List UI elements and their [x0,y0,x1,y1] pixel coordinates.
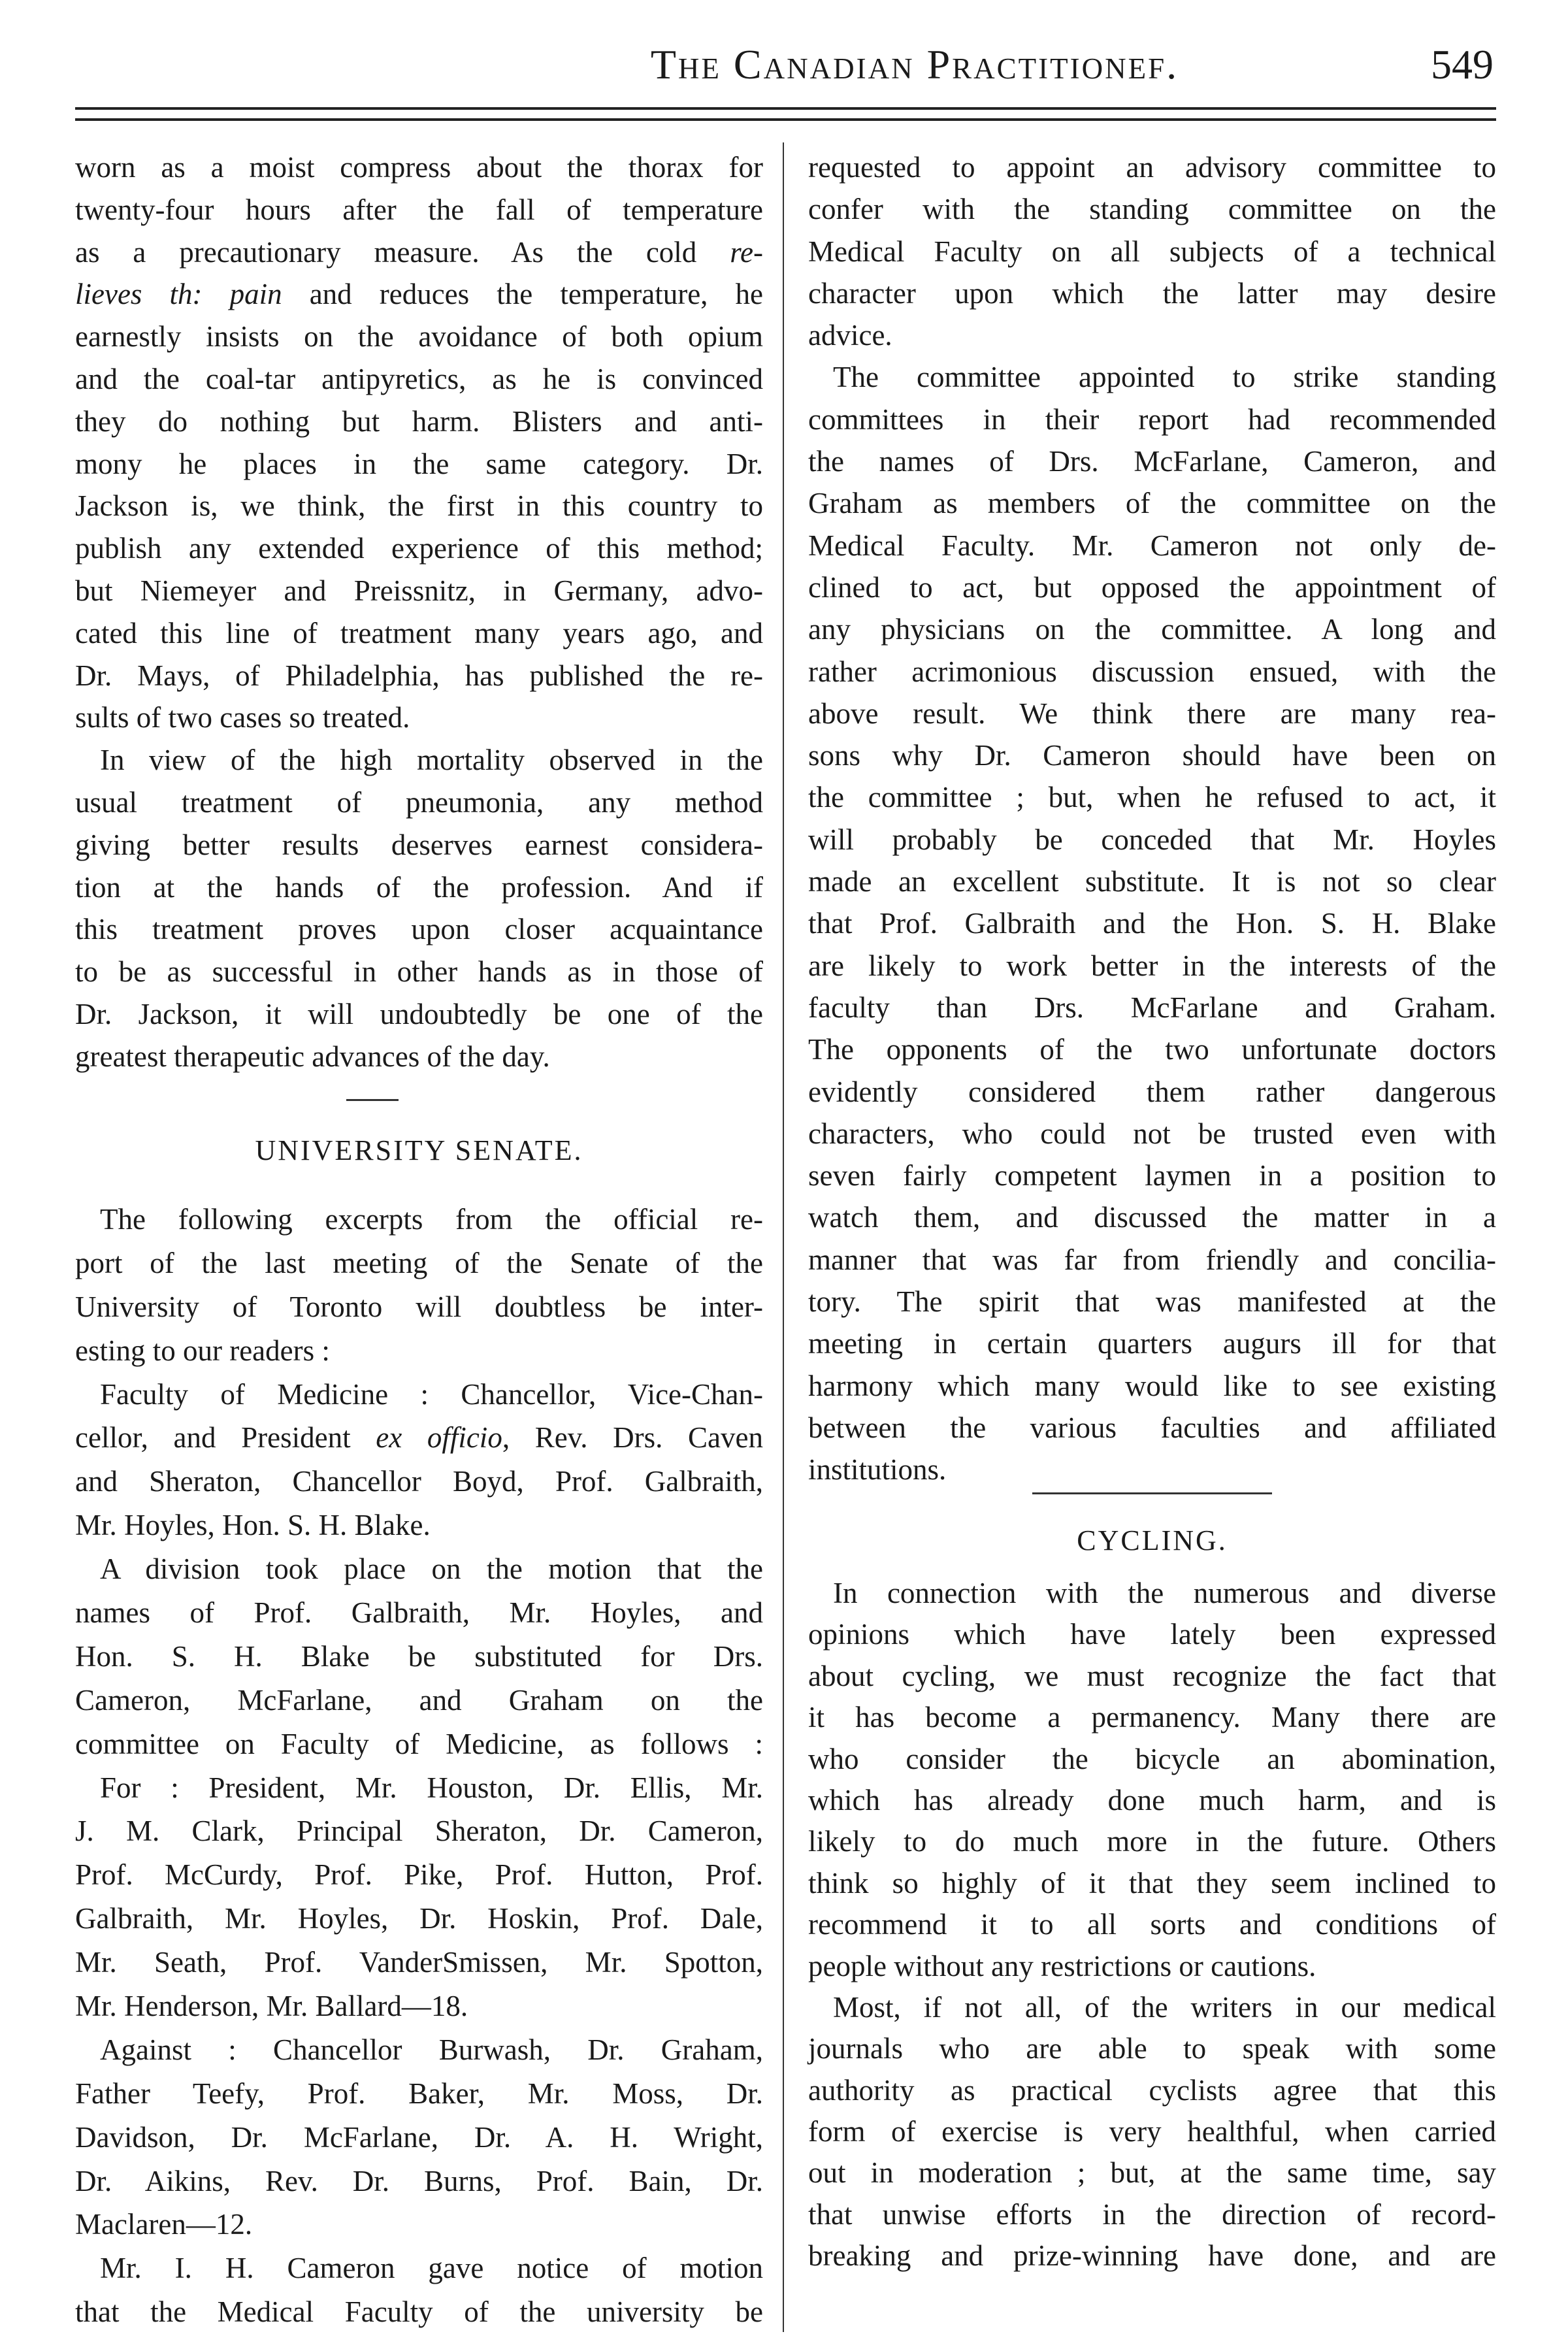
text-line: publish any extended experience of this method; [75,532,763,565]
column-divider [783,142,784,2332]
text-line: The committee appointed to strike standing [833,361,1496,394]
text-line: authority as practical cyclists agree that this [808,2073,1496,2107]
text-line: they do nothing but harm. Blisters and anti- [75,404,763,438]
text-line: breaking and prize-winning have done, and are [808,2239,1496,2273]
text-line: Jackson is, we think, the first in this country to [75,489,763,523]
text-line: committee on Faculty of Medicine, as follows : [75,1727,763,1760]
text-line: to be as successful in other hands as in those of [75,955,763,989]
text-line: giving better results deserves earnest considera- [75,828,763,861]
text-line: usual treatment of pneumonia, any method [75,785,763,819]
text-line: watch them, and discussed the matter in a [808,1201,1496,1234]
text-line [75,231,763,274]
header-rule-upper [75,107,1496,110]
text-line: advice. [808,319,892,352]
text-line: Dr. Jackson, it will undoubtedly be one of the [75,997,763,1030]
text-line: University of Toronto will doubtless be inter- [75,1290,763,1323]
text-line: names of Prof. Galbraith, Mr. Hoyles, and [75,1596,763,1630]
text-line: earnestly insists on the avoidance of both opium [75,320,763,353]
text-line: The opponents of the two unfortunate doctors [808,1033,1496,1066]
text-line: committees in their report had recommended [808,403,1496,436]
text-line: Most, if not all, of the writers in our medical [833,1990,1496,2024]
text-line: seven fairly competent laymen in a position to [808,1159,1496,1192]
text-line: Mr. Hoyles, Hon. S. H. Blake. [75,1509,431,1542]
text-line [75,273,763,316]
text-line: harmony which many would like to see existing [808,1369,1496,1402]
text-line: Davidson, Dr. McFarlane, Dr. A. H. Wright, [75,2120,763,2154]
text-line: meeting in certain quarters augurs ill for that [808,1327,1496,1360]
text-line: Against : Chancellor Burwash, Dr. Graham, [100,2033,763,2066]
section-heading-cycling: CYCLING. [1077,1524,1228,1556]
text-line: faculty than Drs. McFarlane and Graham. [808,991,1496,1024]
text-line: this treatment proves upon closer acquaintance [75,913,763,946]
text-line: Mr. I. H. Cameron gave notice of motion [100,2252,763,2285]
text-line: who consider the bicycle an abomination, [808,1742,1496,1775]
text-line: cated this line of treatment many years ago, and [75,616,763,649]
text-line: Hon. S. H. Blake be substituted for Drs. [75,1639,763,1673]
text-line: Maclaren—12. [75,2208,253,2241]
text-line: sons why Dr. Cameron should have been on [808,739,1496,772]
text-line: sults of two cases so treated. [75,701,410,734]
text-line: it has become a permanency. Many there are [808,1701,1496,1734]
text-line: A division took place on the motion that the [100,1553,763,1586]
text-line: are likely to work better in the interests of the [808,949,1496,982]
text-line: made an excellent substitute. It is not so clear [808,865,1496,898]
text-line: tory. The spirit that was manifested at the [808,1285,1496,1319]
text-line: In view of the high mortality observed in the [100,744,763,777]
page-number: 549 [1431,41,1494,88]
text-line: worn as a moist compress about the thorax for [75,151,763,184]
italic-text: ex officio [376,1421,502,1455]
text-line: In connection with the numerous and diverse [833,1577,1496,1609]
text-line: between the various faculties and affiliated [808,1411,1496,1444]
text-line: the committee ; but, when he refused to act, it [808,781,1496,814]
text-line: Graham as members of the committee on the [808,487,1496,520]
text-segment: cellor, and President [75,1421,376,1455]
text-line: out in moderation ; but, at the same time, say [808,2156,1496,2190]
text-line: opinions which have lately been expressed [808,1618,1496,1651]
text-line: that the Medical Faculty of the university be [75,2295,763,2329]
text-line: the names of Drs. McFarlane, Cameron, and [808,445,1496,478]
text-line: Father Teefy, Prof. Baker, Mr. Moss, Dr. [75,2077,763,2110]
text-line: The following excerpts from the official re- [100,1203,763,1236]
text-line: tion at the hands of the profession. And if [75,870,763,904]
text-line: confer with the standing committee on the [808,193,1496,226]
text-line: Medical Faculty. Mr. Cameron not only de- [808,529,1496,562]
text-line: rather acrimonious discussion ensued, with the [808,655,1496,688]
italic-text: lieves th: pain [75,278,282,311]
text-line: think so highly of it that they seem inclined to [808,1866,1496,1899]
text-line: and Sheraton, Chancellor Boyd, Prof. Galbraith, [75,1465,763,1498]
text-line: Mr. Henderson, Mr. Ballard—18. [75,1990,468,2023]
text-line: above result. We think there are many rea- [808,697,1496,730]
text-line: evidently considered them rather dangerous [808,1075,1496,1108]
text-line: twenty-four hours after the fall of temperature [75,193,763,226]
text-line: that unwise efforts in the direction of record- [808,2197,1496,2231]
text-line: likely to do much more in the future. Others [808,1825,1496,1858]
text-line: Faculty of Medicine : Chancellor, Vice-Chan- [100,1377,763,1411]
text-line: about cycling, we must recognize the fact that [808,1659,1496,1692]
text-line [75,1416,763,1460]
left-column-text-a [75,146,763,1078]
text-line: institutions. [808,1453,947,1487]
text-segment: , Rev. Drs. Caven [502,1421,764,1455]
text-line: characters, who could not be trusted even with [808,1117,1496,1150]
text-line: esting to our readers : [75,1334,330,1367]
text-line: journals who are able to speak with some [808,2032,1496,2065]
text-line: mony he places in the same category. Dr. [75,447,763,480]
text-line: recommend it to all sorts and conditions of [808,1908,1496,1941]
right-column-text-b [808,1573,1496,2277]
text-line: For : President, Mr. Houston, Dr. Ellis, Mr. [100,1771,763,1804]
text-line: Galbraith, Mr. Hoyles, Dr. Hoskin, Prof. Dale, [75,1902,763,1935]
text-line: greatest therapeutic advances of the day. [75,1040,550,1073]
text-line: Cameron, McFarlane, and Graham on the [75,1683,763,1717]
text-segment: as a precautionary measure. As the cold [75,235,730,269]
text-line: character upon which the latter may desire [808,276,1496,310]
text-line: Mr. Seath, Prof. VanderSmissen, Mr. Spotton, [75,1946,763,1979]
journal-title: The Canadian Practitionef. [650,41,1179,88]
section-rule [1032,1492,1272,1494]
section-rule [346,1099,399,1101]
text-line: Dr. Mays, of Philadelphia, has published the re- [75,659,763,692]
text-line: Medical Faculty on all subjects of a technical [808,235,1496,268]
header-rule-lower [75,118,1496,121]
text-line: will probably be conceded that Mr. Hoyles [808,823,1496,856]
text-line: Dr. Aikins, Rev. Dr. Burns, Prof. Bain, Dr. [75,2164,763,2197]
text-line: which has already done much harm, and is [808,1783,1496,1816]
italic-text: re- [730,235,763,269]
text-line: people without any restrictions or cautions. [808,1949,1316,1982]
text-line: Prof. McCurdy, Prof. Pike, Prof. Hutton, Prof. [75,1858,763,1892]
text-segment: and reduces the temperature, he [282,278,763,311]
left-column-text-b [75,1198,763,2334]
text-line: port of the last meeting of the Senate of the [75,1246,763,1279]
text-line: and the coal-tar antipyretics, as he is convinced [75,362,763,395]
text-line: but Niemeyer and Preissnitz, in Germany, advo- [75,574,763,607]
text-line: clined to act, but opposed the appointment of [808,570,1496,604]
text-line: that Prof. Galbraith and the Hon. S. H. Blake [808,907,1496,940]
text-line: any physicians on the committee. A long and [808,613,1496,646]
text-line: manner that was far from friendly and concilia- [808,1243,1496,1276]
section-heading-university-senate: UNIVERSITY SENATE. [255,1134,583,1166]
text-line: form of exercise is very healthful, when carried [808,2115,1496,2148]
text-line: J. M. Clark, Principal Sheraton, Dr. Cameron, [75,1815,763,1848]
right-column-text-a [808,146,1496,1491]
text-line: requested to appoint an advisory committee to [808,151,1496,184]
